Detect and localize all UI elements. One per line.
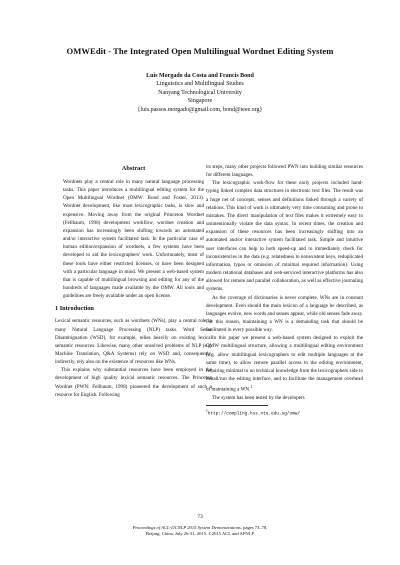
paper-title: OMWEdit - The Integrated Open Multilingual Wordnet Editing System bbox=[66, 46, 334, 56]
footnote-divider bbox=[206, 405, 268, 406]
right-paragraph-5: The system has been tested by the developers bbox=[212, 395, 305, 402]
right-paragraph-4 bbox=[206, 334, 363, 394]
right-paragraph-3: As the coverage of dictionaries is never complete, WNs are in constant development. Even should the main lexicon of a language be described, as languages evolve, new words and senses appear, while old senses fade away. For this reason, maintaining a WN is a demanding task that should be facilitated in every possible way. bbox=[206, 294, 363, 334]
intro-paragraph-1: Lexical semantic resources, such as wordnets (WNs), play a central role in many Natural Language Processing (NLP) tasks. Word Sense Disambiguation (WSD), for example, relies heavily on existing lexical semantic resources. Likewise, many other unsolved problems of NLP (e.g. Machine Translation, Q&A Systems) rely on WSD and, consequently, indirectly, rely also on the existence of resources like WNs. bbox=[55, 318, 212, 366]
footnote bbox=[206, 408, 363, 417]
author-university: Nanyang Technological University bbox=[158, 89, 242, 96]
intro-paragraph-2: This explains why substantial resources have been employed in the development of high quality lexical semantic resources. The Princeton Wordnet (PWN: Fellbaum, 1998) pioneered the development of such a resource for English. Following bbox=[55, 367, 212, 398]
introduction-heading: 1 Introduction bbox=[55, 305, 94, 313]
footnote-mark: 1 bbox=[206, 409, 208, 414]
footnote-ref: 1 bbox=[250, 384, 253, 390]
proceedings-title: Proceedings of ACL-IJCNLP 2015 System Demonstrations bbox=[132, 525, 241, 530]
page-number: 73 bbox=[197, 514, 203, 520]
left-column bbox=[55, 165, 212, 399]
proceedings-pages: , pages 73–78, bbox=[240, 525, 268, 530]
right-paragraph-2: The lexicographic work-flow for these early projects included hand-typing linked complex data structures in electronic text files. The result was a huge net of concepts, senses and definitions linked through a variety of relations. This kind of work is ultimately very time consuming and prone to mistakes. The direct manipulation of text files makes it extremely easy to unintentionally violate the data syntax. In recent times, the creation and expansion of these resources has been increasingly shifting into an automated and/or interactive system facilitated task. Simple and intuitive user interfaces can help to both speed-up and to immediately check for inconsistencies in the data (e.g. relatedness to nonexistent keys, reduplicated information, typos or omission of minimal required information). Using modern relational databases and web-serviced interactive platforms has also allowed for remote and parallel collaboration, as well as effective journaling systems. bbox=[206, 180, 363, 293]
author-country: Singapore bbox=[187, 98, 213, 105]
proceedings-location: Beijing, China, July 26-31, 2015. ©2015 ACL and AFNLP bbox=[145, 531, 255, 536]
author-department: Linguistics and Multilingual Studies bbox=[156, 81, 244, 88]
author-names: Luís Morgado da Costa and Francis Bond bbox=[146, 73, 254, 79]
right-column bbox=[206, 163, 363, 418]
abstract-text: Wordnets play a central role in many natural language processing tasks. This paper introduces a multilingual editing system for the Open Multilingual Wordnet (OMW: Bond and Foster, 2013). Wordnet development, like most lexicographic tasks, is slow and expensive. Moving away from the original Princeton Wordnet (Fellbaum, 1998) development workflow, wordnet creation and expansion has increasingly been shifting towards an automated and/or interactive system facilitated task. In the particular case of human edition/expansion of wordnets, a few systems have been developed to aid the lexicographers' work. Unfortunately, most of these tools have either restricted licenses, or have been designed with a particular language in mind. We present a web-based system that is capable of multilingual browsing and editing for any of the hundreds of languages made available by the OMW. All tools and guidelines are freely available under an open license. bbox=[63, 179, 204, 300]
right-paragraph-4-text: In this paper we present a web-based system designed to exploit the OMW multilingual structure, allowing a multilingual editing environment (e.g. allow multilingual lexicographers to edit multiple languages at the same time), to allow remote parallel access to the editing environment, requiring minimal to no technical knowledge from the lexicographers side to install/run the editing interface, and to facilitate the management overhead of maintaining a WN. bbox=[206, 335, 363, 393]
abstract-heading: Abstract bbox=[121, 165, 146, 172]
author-emails: {luis.passos.morgado@gmail.com, bond@ieee.org} bbox=[137, 106, 263, 113]
author-block bbox=[0, 72, 400, 114]
right-paragraph-1: its steps, many other projects followed PWN into building similar resources for different languages. bbox=[206, 164, 363, 179]
proceedings-footer bbox=[0, 525, 400, 537]
footnote-url[interactable]: http://compling.hss.ntu.edu.sg/omw/ bbox=[207, 411, 301, 417]
